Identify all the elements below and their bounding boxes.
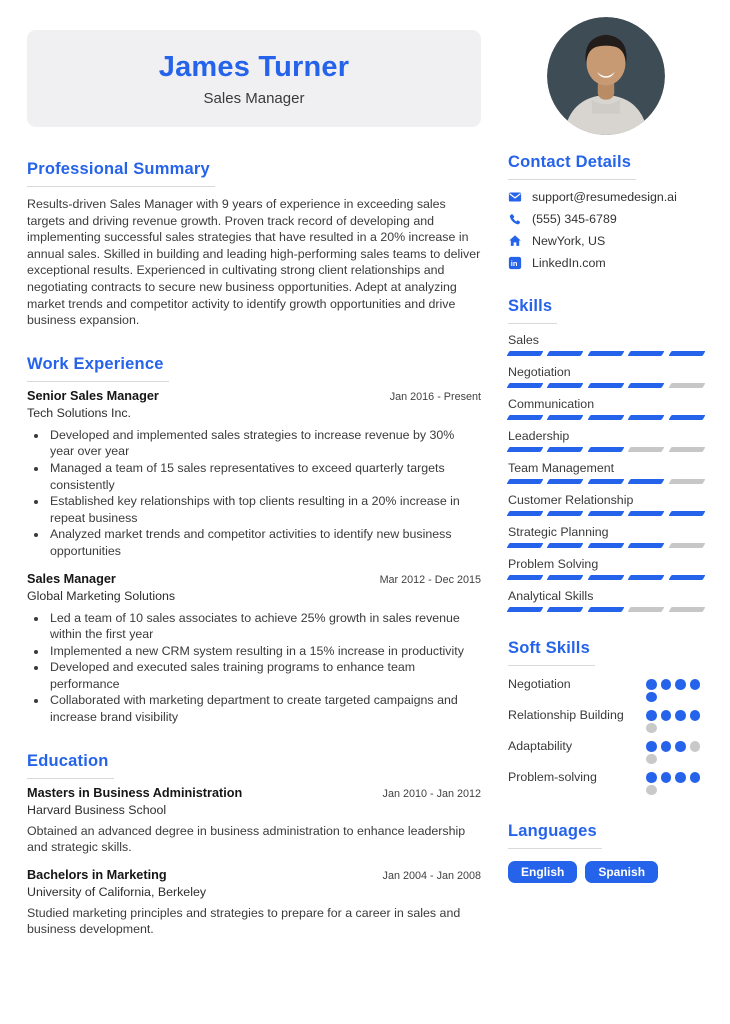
skill-label: Analytical Skills — [508, 589, 594, 603]
skill-bar-segment — [507, 479, 544, 484]
languages-heading: Languages — [508, 822, 602, 849]
soft-skill-label: Problem-solving — [508, 770, 597, 784]
job-company: Global Marketing Solutions — [27, 588, 176, 603]
contact-heading: Contact Details — [508, 153, 636, 180]
job-title: Senior Sales Manager — [27, 388, 159, 403]
degree-title: Masters in Business Administration — [27, 785, 243, 800]
soft-skill-dot — [646, 772, 657, 783]
education-dates: Jan 2010 - Jan 2012 — [382, 787, 481, 800]
soft-skill-dot — [646, 785, 657, 796]
job-bullet: • Collaborated with marketing department to create targeted campaigns and increase brand visibility — [48, 692, 481, 725]
job-bullet: • Analyzed market trends and competitor activities to identify new business opportunities — [48, 526, 481, 559]
skill-bar-segment — [628, 447, 665, 452]
person-job-title: Sales Manager — [203, 89, 305, 107]
soft-skill-item — [508, 769, 704, 795]
job-dates: Mar 2012 - Dec 2015 — [379, 573, 481, 586]
skill-bar-segment — [668, 479, 705, 484]
skill-bar-segment — [668, 543, 705, 548]
job-header — [27, 572, 481, 586]
skill-label: Customer Relationship — [508, 493, 634, 507]
soft-skill-dot — [675, 710, 686, 721]
skill-bar — [508, 447, 704, 452]
skill-bar-segment — [587, 479, 624, 484]
job-bullet: • Established key relationships with top clients resulting in a 20% increase in repeat business — [48, 493, 481, 526]
job-bullet: • Implemented a new CRM system resulting in a 15% increase in productivity — [48, 643, 481, 660]
soft-skill-label: Relationship Building — [508, 708, 624, 722]
job-entry — [27, 572, 481, 726]
skill-bar-segment — [668, 351, 705, 356]
header-card — [27, 30, 481, 127]
skill-item — [508, 429, 704, 452]
soft-skill-dot — [646, 679, 657, 690]
skill-label: Negotiation — [508, 365, 571, 379]
skill-bar-segment — [668, 575, 705, 580]
skill-bar-segment — [668, 415, 705, 420]
contact-text: (555) 345-6789 — [532, 212, 617, 226]
soft-skill-dots — [646, 707, 704, 733]
soft-skill-dot — [661, 679, 672, 690]
skill-bar-segment — [628, 479, 665, 484]
soft-skill-dot — [661, 772, 672, 783]
skill-bar-segment — [547, 383, 584, 388]
skill-item — [508, 333, 704, 356]
skill-label: Strategic Planning — [508, 525, 609, 539]
soft-skill-dot — [675, 679, 686, 690]
school-name: Harvard Business School — [27, 802, 167, 817]
section-education — [27, 752, 481, 938]
job-bullet: • Managed a team of 15 sales representatives to exceed quarterly targets consistently — [48, 460, 481, 493]
contact-item[interactable] — [508, 190, 704, 204]
side-column — [508, 135, 704, 950]
contact-text: support@resumedesign.ai — [532, 190, 677, 204]
soft-skill-item — [508, 676, 704, 702]
soft-skill-dot — [646, 692, 657, 703]
person-name: James Turner — [158, 50, 350, 83]
education-list — [27, 786, 481, 938]
skill-label: Leadership — [508, 429, 570, 443]
job-title: Sales Manager — [27, 571, 116, 586]
contact-item[interactable] — [508, 234, 704, 248]
section-languages — [508, 822, 704, 883]
skill-bar-segment — [587, 607, 624, 612]
soft-skill-dot — [690, 741, 701, 752]
language-pill[interactable]: English — [508, 861, 577, 883]
section-professional-summary — [27, 160, 481, 329]
skill-bar — [508, 351, 704, 356]
skill-bar-segment — [507, 415, 544, 420]
job-company: Tech Solutions Inc. — [27, 405, 132, 420]
skills-heading: Skills — [508, 297, 557, 324]
skill-bar-segment — [547, 543, 584, 548]
education-description: Obtained an advanced degree in business administration to enhance leadership and strategic skills. — [27, 823, 466, 855]
skill-bar-segment — [628, 511, 665, 516]
skill-item — [508, 557, 704, 580]
skill-bar-segment — [547, 511, 584, 516]
school-name: University of California, Berkeley — [27, 884, 207, 899]
skill-bar-segment — [628, 543, 665, 548]
section-contact-details — [508, 153, 704, 270]
job-list — [27, 389, 481, 726]
job-bullet: • Led a team of 10 sales associates to achieve 25% growth in sales revenue within the first year — [48, 610, 481, 643]
skill-bar — [508, 415, 704, 420]
skill-list — [508, 333, 704, 612]
profile-photo-wrap — [508, 17, 704, 135]
soft-skill-dots — [646, 676, 704, 702]
skill-item — [508, 397, 704, 420]
skill-bar-segment — [547, 351, 584, 356]
skill-bar — [508, 511, 704, 516]
job-dates: Jan 2016 - Present — [389, 390, 481, 403]
education-entry — [27, 786, 481, 856]
job-bullet-list — [27, 427, 481, 560]
job-header — [27, 389, 481, 403]
skill-bar-segment — [507, 607, 544, 612]
soft-skills-heading: Soft Skills — [508, 639, 595, 666]
soft-skill-dot — [690, 679, 701, 690]
soft-skill-dot — [675, 741, 686, 752]
section-work-experience — [27, 355, 481, 726]
skill-item — [508, 365, 704, 388]
skill-bar-segment — [628, 383, 665, 388]
education-header — [27, 786, 481, 800]
skill-label: Communication — [508, 397, 595, 411]
home-icon — [508, 234, 522, 248]
skill-bar — [508, 543, 704, 548]
job-entry — [27, 389, 481, 560]
skill-bar-segment — [507, 383, 544, 388]
skill-bar-segment — [628, 415, 665, 420]
skill-bar-segment — [587, 415, 624, 420]
profile-photo — [547, 17, 665, 135]
job-bullet: • Developed and implemented sales strategies to increase revenue by 30% year over year — [48, 427, 481, 460]
section-soft-skills — [508, 639, 704, 795]
skill-bar-segment — [587, 511, 624, 516]
skill-item — [508, 461, 704, 484]
skill-bar-segment — [507, 575, 544, 580]
summary-text: Results-driven Sales Manager with 9 years of experience in exceeding sales targets and driving revenue growth. Proven track record of developing and implementing successful sales strategies that have resulted in a 20% increase in annual sales. Skilled in building and leading high-performing sales teams to deliver exceptional results. Experienced in cultivating strong client relationships and negotiating contracts to secure new business opportunities. Adept at analyzing market trends and competitor activity to identify growth opportunities and drive business expansion. — [27, 197, 481, 328]
section-skills — [508, 297, 704, 612]
soft-skill-dot — [646, 741, 657, 752]
skill-bar-segment — [547, 415, 584, 420]
skill-bar-segment — [587, 383, 624, 388]
skill-bar — [508, 383, 704, 388]
skill-bar-segment — [507, 447, 544, 452]
phone-icon — [508, 212, 522, 226]
experience-heading: Work Experience — [27, 355, 169, 382]
contact-item[interactable] — [508, 256, 704, 270]
skill-bar — [508, 575, 704, 580]
skill-bar-segment — [507, 511, 544, 516]
skill-bar-segment — [668, 447, 705, 452]
skill-bar-segment — [628, 575, 665, 580]
education-header — [27, 868, 481, 882]
soft-skill-dot — [661, 741, 672, 752]
skill-bar-segment — [628, 607, 665, 612]
education-heading: Education — [27, 752, 114, 779]
skill-bar — [508, 479, 704, 484]
skill-label: Sales — [508, 333, 539, 347]
skill-bar-segment — [507, 351, 544, 356]
soft-skill-dot — [646, 723, 657, 734]
svg-text:in: in — [510, 259, 518, 269]
skill-label: Team Management — [508, 461, 615, 475]
contact-text: NewYork, US — [532, 234, 606, 248]
soft-skill-dot — [690, 772, 701, 783]
summary-heading: Professional Summary — [27, 160, 215, 187]
education-dates: Jan 2004 - Jan 2008 — [382, 869, 481, 882]
skill-bar-segment — [547, 479, 584, 484]
skill-bar-segment — [587, 575, 624, 580]
skill-item — [508, 493, 704, 516]
soft-skill-list — [508, 676, 704, 795]
education-description: Studied marketing principles and strategies to prepare for a career in sales and business development. — [27, 905, 461, 937]
skill-bar-segment — [507, 543, 544, 548]
contact-item[interactable] — [508, 212, 704, 226]
soft-skill-dot — [675, 772, 686, 783]
skill-bar-segment — [668, 511, 705, 516]
linkedin-icon — [508, 256, 522, 270]
soft-skill-label: Adaptability — [508, 739, 573, 753]
skill-bar-segment — [547, 607, 584, 612]
soft-skill-item — [508, 738, 704, 764]
language-pill[interactable]: Spanish — [585, 861, 658, 883]
skill-bar-segment — [587, 351, 624, 356]
job-bullet: • Developed and executed sales training programs to enhance team performance — [48, 659, 481, 692]
job-bullet-list — [27, 610, 481, 726]
main-column — [27, 135, 481, 950]
skill-bar-segment — [628, 351, 665, 356]
skill-bar-segment — [668, 383, 705, 388]
soft-skill-dots — [646, 769, 704, 795]
degree-title: Bachelors in Marketing — [27, 867, 167, 882]
contact-list — [508, 190, 704, 270]
soft-skill-item — [508, 707, 704, 733]
skill-bar — [508, 607, 704, 612]
soft-skill-dot — [646, 754, 657, 765]
skill-bar-segment — [547, 447, 584, 452]
skill-label: Problem Solving — [508, 557, 599, 571]
language-pill-list — [508, 861, 704, 883]
education-entry — [27, 868, 481, 938]
soft-skill-dot — [646, 710, 657, 721]
skill-bar-segment — [668, 607, 705, 612]
skill-bar-segment — [587, 543, 624, 548]
soft-skill-label: Negotiation — [508, 677, 571, 691]
soft-skill-dots — [646, 738, 704, 764]
email-icon — [508, 190, 522, 204]
skill-bar-segment — [587, 447, 624, 452]
skill-item — [508, 525, 704, 548]
skill-bar-segment — [547, 575, 584, 580]
soft-skill-dot — [690, 710, 701, 721]
soft-skill-dot — [661, 710, 672, 721]
contact-text: LinkedIn.com — [532, 256, 606, 270]
skill-item — [508, 589, 704, 612]
